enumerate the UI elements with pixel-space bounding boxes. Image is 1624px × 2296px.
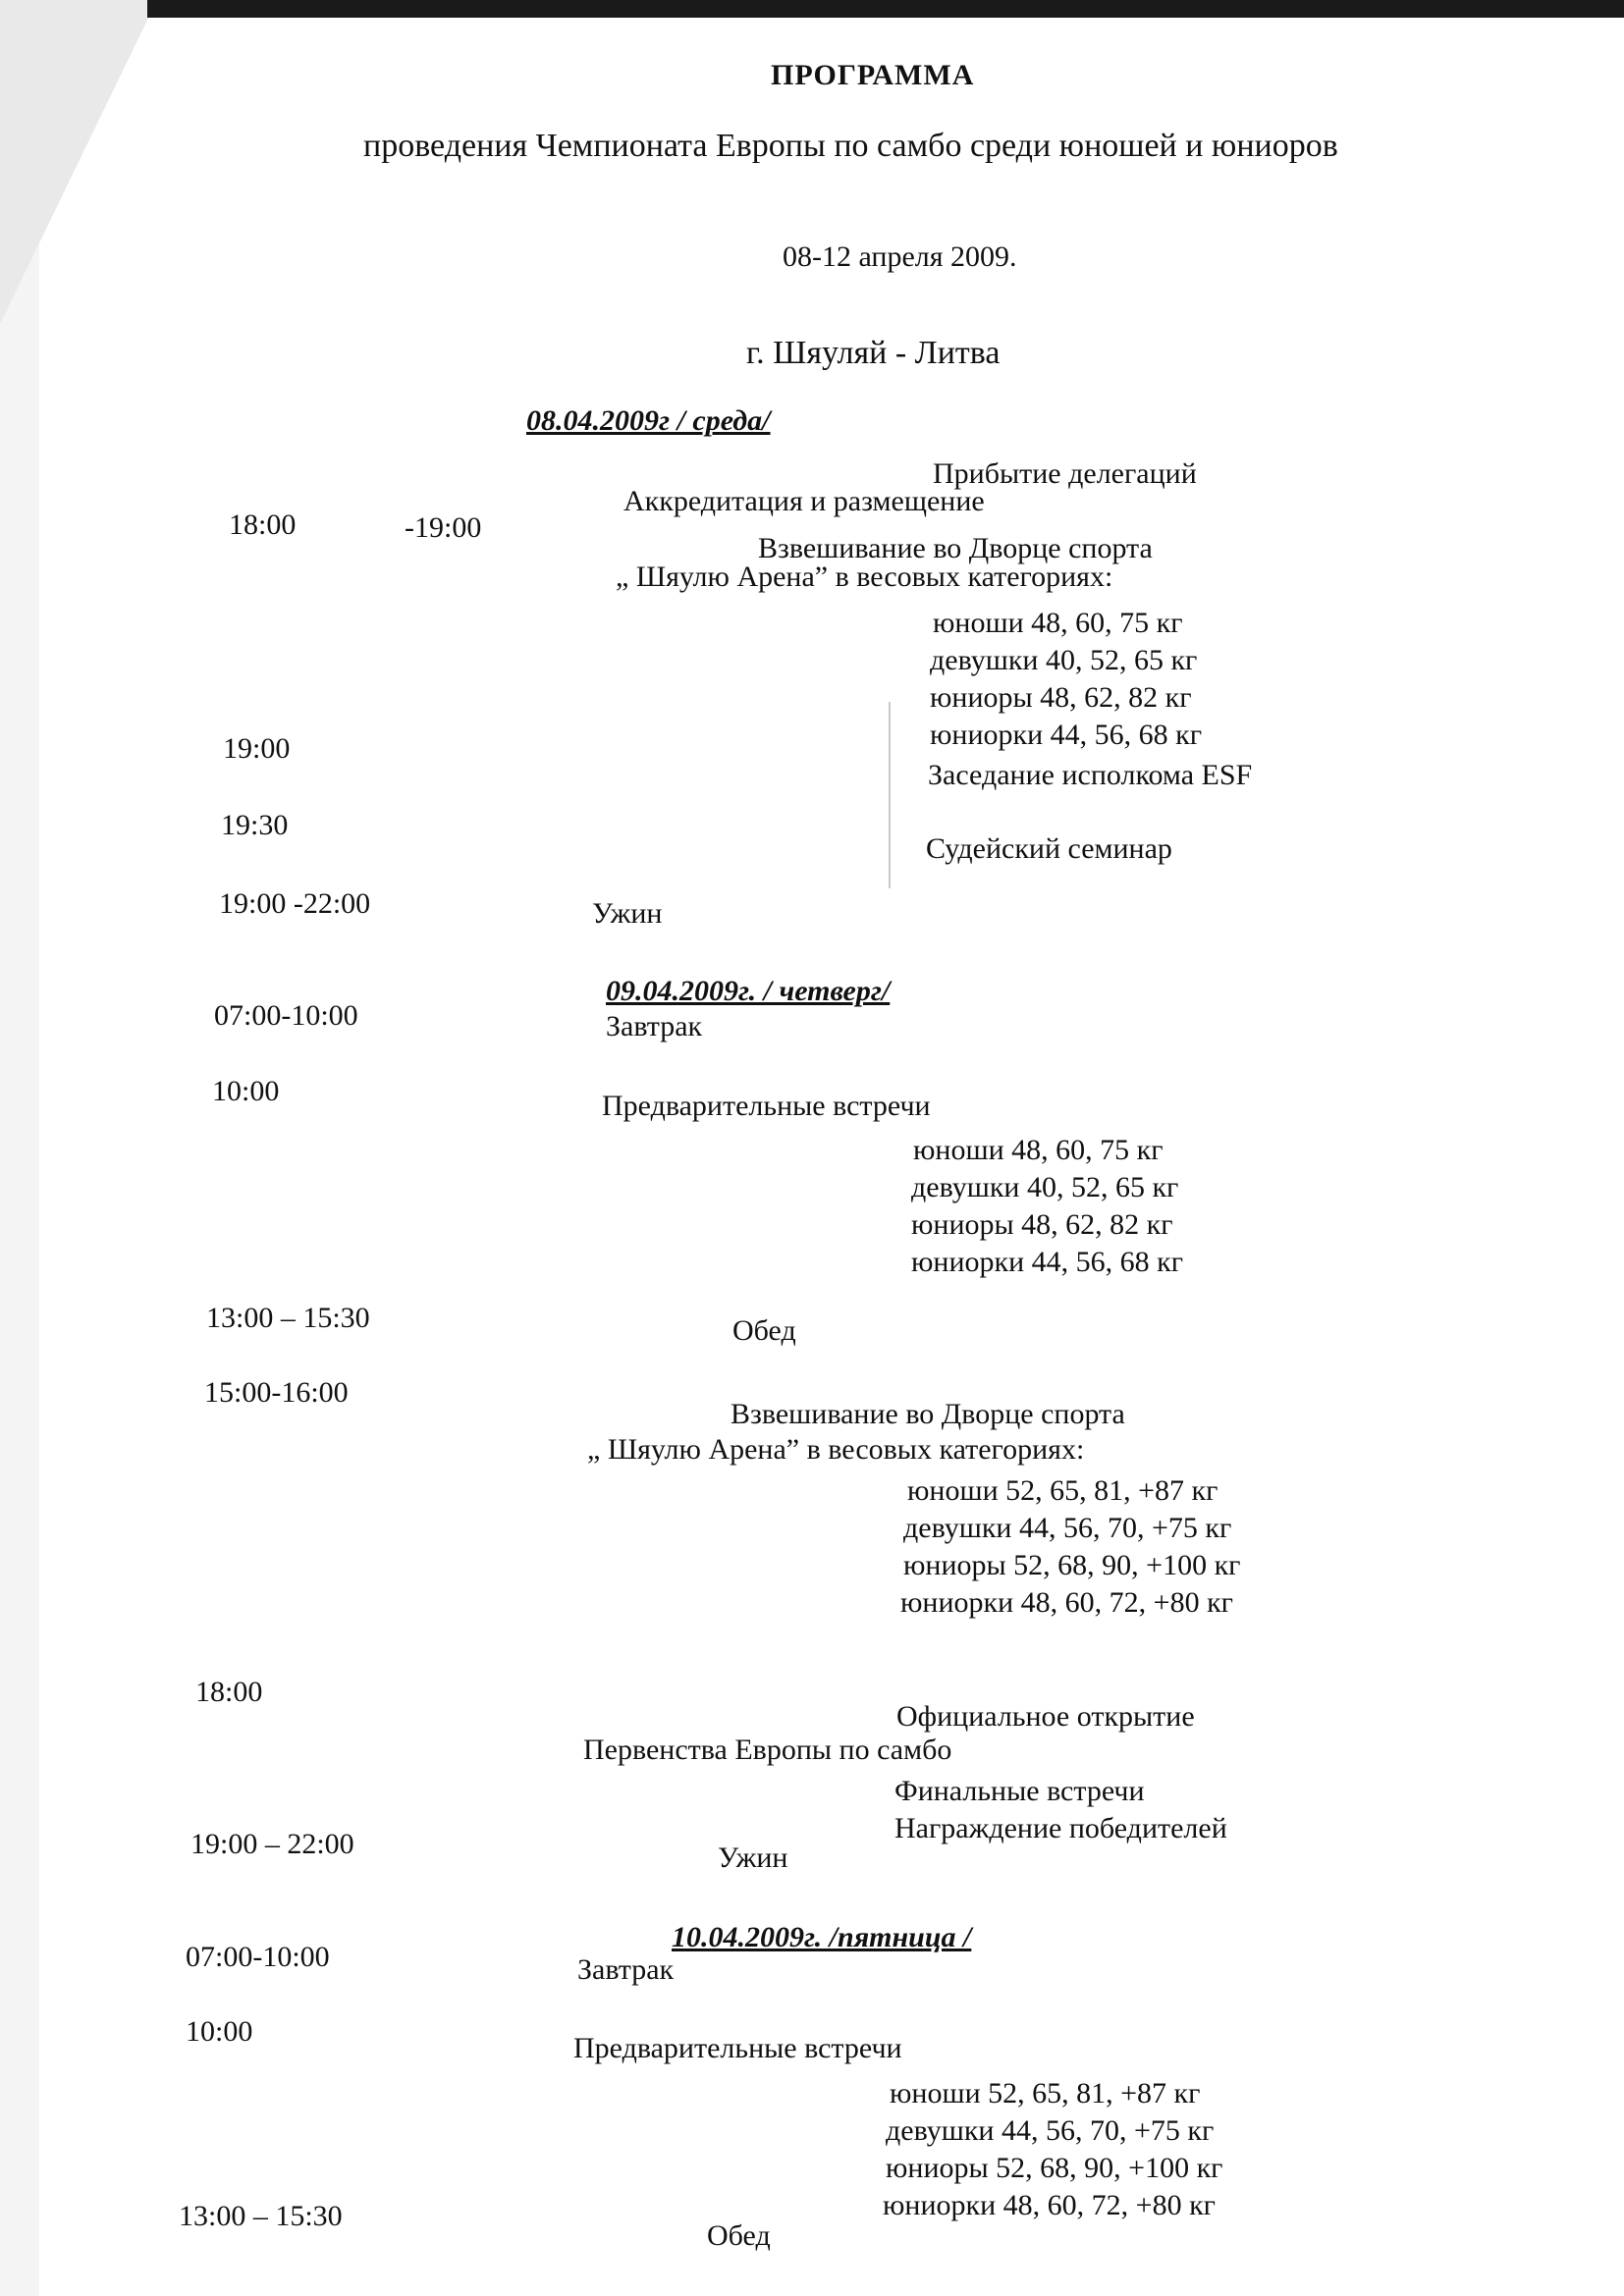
time-label: 15:00-16:00	[204, 1376, 349, 1409]
event-text: Завтрак	[606, 1010, 703, 1042]
event-text: Аккредитация и размещение	[623, 485, 985, 517]
event-text: Взвешивание во Дворце спорта	[731, 1398, 1125, 1430]
scan-top-edge	[147, 0, 1624, 18]
event-text: Ужин	[592, 897, 663, 930]
time-label: 19:30	[221, 809, 289, 841]
scan-corner-shadow	[0, 0, 157, 324]
event-text: Награждение победителей	[894, 1812, 1227, 1844]
weight-category: юноши 52, 65, 81, +87 кг	[890, 2077, 1201, 2109]
event-text: Финальные встречи	[894, 1775, 1145, 1807]
event-text: Прибытие делегаций	[933, 457, 1197, 490]
event-text: Обед	[732, 1314, 796, 1347]
time-label: 10:00	[186, 2015, 253, 2048]
weight-category: юниорки 48, 60, 72, +80 кг	[883, 2189, 1216, 2221]
time-label: 19:00 -22:00	[219, 887, 371, 920]
event-text: Первенства Европы по самбо	[583, 1734, 952, 1766]
weight-category: юниорки 44, 56, 68 кг	[930, 719, 1203, 751]
time-label: 13:00 – 15:30	[206, 1302, 370, 1334]
weight-category: девушки 44, 56, 70, +75 кг	[886, 2114, 1215, 2147]
time-label: 18:00	[229, 508, 297, 541]
event-text: „ Шяулю Арена” в весовых категориях:	[587, 1433, 1085, 1466]
weight-category: юниоры 52, 68, 90, +100 кг	[903, 1549, 1241, 1581]
event-text: Обед	[707, 2219, 771, 2252]
event-text: Ужин	[718, 1842, 788, 1874]
show-through-line	[889, 702, 891, 888]
weight-category: юниоры 48, 62, 82 кг	[930, 681, 1192, 714]
weight-category: девушки 40, 52, 65 кг	[911, 1171, 1179, 1203]
time-label: 19:00	[223, 732, 291, 765]
event-text: Предварительные встречи	[573, 2032, 902, 2064]
time-label: 19:00 – 22:00	[190, 1828, 354, 1860]
time-label: 07:00-10:00	[186, 1941, 330, 1973]
event-text: Заседание исполкома ESF	[928, 759, 1253, 791]
weight-category: девушки 40, 52, 65 кг	[930, 644, 1198, 676]
day-heading: 08.04.2009г / среда/	[526, 404, 771, 437]
weight-category: девушки 44, 56, 70, +75 кг	[903, 1512, 1232, 1544]
time-label: 18:00	[195, 1676, 263, 1708]
weight-category: юниорки 48, 60, 72, +80 кг	[900, 1586, 1233, 1619]
event-text: „ Шяулю Арена” в весовых категориях:	[616, 561, 1113, 593]
doc-place: г. Шяуляй - Литва	[746, 335, 1001, 371]
weight-category: юниоры 52, 68, 90, +100 кг	[886, 2152, 1223, 2184]
weight-category: юноши 48, 60, 75 кг	[913, 1134, 1164, 1166]
event-text: Предварительные встречи	[602, 1090, 931, 1122]
weight-category: юноши 52, 65, 81, +87 кг	[907, 1474, 1218, 1507]
doc-dates: 08-12 апреля 2009.	[783, 240, 1017, 273]
event-text: Судейский семинар	[926, 832, 1172, 865]
doc-title: ПРОГРАММА	[771, 59, 975, 91]
time-label: 10:00	[212, 1075, 280, 1107]
day-heading: 09.04.2009г. / четверг/	[606, 975, 891, 1007]
weight-category: юниоры 48, 62, 82 кг	[911, 1208, 1173, 1241]
time-label: -19:00	[405, 511, 482, 544]
time-label: 07:00-10:00	[214, 999, 358, 1032]
event-text: Взвешивание во Дворце спорта	[758, 532, 1153, 564]
doc-subtitle: проведения Чемпионата Европы по самбо среди юношей и юниоров	[363, 128, 1338, 164]
day-heading: 10.04.2009г. /пятница /	[672, 1921, 972, 1953]
weight-category: юниорки 44, 56, 68 кг	[911, 1246, 1184, 1278]
time-label: 13:00 – 15:30	[179, 2200, 343, 2232]
scan-shadow	[0, 0, 39, 2296]
event-text: Официальное открытие	[896, 1700, 1195, 1733]
event-text: Завтрак	[577, 1953, 675, 1986]
weight-category: юноши 48, 60, 75 кг	[933, 607, 1183, 639]
